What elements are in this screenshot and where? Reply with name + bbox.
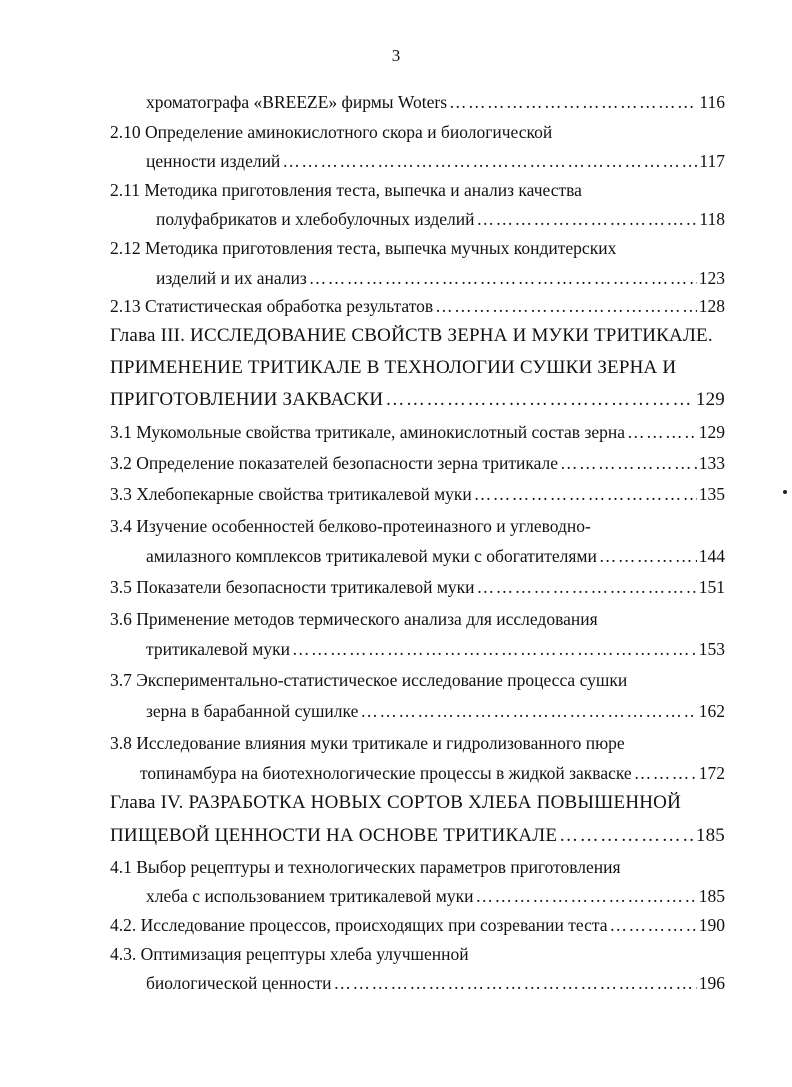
toc-entry-page: 190 (698, 915, 725, 935)
toc-entry-text: топинамбура на биотехнологические процессы в жидкой закваске (140, 763, 632, 783)
chapter-heading (110, 825, 725, 847)
dot-leader (475, 886, 696, 907)
toc-entry (110, 296, 725, 317)
page-number: 3 (391, 46, 401, 65)
toc-entry-page: 196 (698, 973, 725, 993)
toc-entry: 3.4 Изучение особенностей белково-протеиназного и углеводно- (110, 516, 591, 536)
toc-entry-page: 116 (699, 92, 725, 112)
toc-entry-page: 133 (698, 453, 725, 473)
toc-entry-text: ценности изделий (146, 151, 281, 171)
toc-entry-page: 185 (698, 886, 725, 906)
toc-entry (146, 151, 725, 172)
toc-entry (156, 268, 725, 289)
toc-entry (140, 763, 725, 784)
chapter-heading (110, 389, 725, 411)
toc-entry (146, 701, 725, 722)
toc-entry-page: 135 (698, 484, 725, 504)
toc-entry: 3.6 Применение методов термического анализа для исследования (110, 609, 598, 629)
toc-entry (110, 915, 725, 936)
toc-entry-page: 162 (698, 701, 725, 721)
toc-entry (146, 973, 725, 994)
dot-leader (334, 973, 697, 994)
dot-leader (560, 453, 697, 474)
toc-entry: 3.8 Исследование влияния муки тритикале и гидролизованного пюре (110, 733, 625, 753)
dot-leader (292, 639, 697, 660)
toc-entry-page: 123 (698, 268, 725, 288)
toc-entry-text: зерна в барабанной сушилке (146, 701, 359, 721)
toc-entry: 2.12 Методика приготовления теста, выпечка мучных кондитерских (110, 238, 617, 258)
toc-entry (146, 92, 725, 113)
dot-leader (559, 825, 694, 847)
toc-entry-text: хлеба с использованием тритикалевой муки (146, 886, 474, 906)
dot-leader (449, 92, 697, 113)
toc-entry (146, 546, 725, 567)
toc-entry-page: 128 (698, 296, 725, 316)
dot-leader (634, 763, 697, 784)
toc-entry-text: 3.2 Определение показателей безопасности зерна тритикале (110, 453, 558, 473)
toc-entry-page: 117 (699, 151, 725, 171)
toc-entry-text: ПИЩЕВОЙ ЦЕННОСТИ НА ОСНОВЕ ТРИТИКАЛЕ (110, 825, 558, 846)
chapter-heading: Глава IV. РАЗРАБОТКА НОВЫХ СОРТОВ ХЛЕБА ПОВЫШЕННОЙ (110, 792, 682, 813)
toc-entry (110, 453, 725, 474)
toc-entry: 4.3. Оптимизация рецептуры хлеба улучшенной (110, 944, 469, 964)
toc-entry-page: 144 (698, 546, 725, 566)
dot-leader (599, 546, 697, 567)
toc-entry-page: 118 (699, 209, 725, 229)
dot-leader (309, 268, 697, 289)
toc-entry-text: ПРИГОТОВЛЕНИИ ЗАКВАСКИ (110, 389, 384, 410)
toc-entry (156, 209, 725, 230)
dot-leader (627, 422, 697, 443)
toc-entry-text: хроматографа «BREEZE» фирмы Woters (146, 92, 448, 112)
toc-entry-text: тритикалевой муки (146, 639, 290, 659)
toc-entry-text: 3.3 Хлебопекарные свойства тритикалевой муки (110, 484, 472, 504)
dot-leader (477, 577, 697, 598)
toc-entry-text: биологической ценности (146, 973, 332, 993)
dot-leader (435, 296, 697, 317)
scan-speck (783, 490, 787, 494)
toc-entry-page: 153 (698, 639, 725, 659)
toc-entry (110, 577, 725, 598)
dot-leader (474, 484, 697, 505)
toc-entry-page: 129 (698, 422, 725, 442)
toc-entry-text: полуфабрикатов и хлебобулочных изделий (156, 209, 475, 229)
toc-entry-text: 2.13 Статистическая обработка результатов (110, 296, 434, 316)
toc-entry: 3.7 Экспериментально-статистическое исследование процесса сушки (110, 670, 628, 690)
toc-entry-text: 4.2. Исследование процессов, происходящих при созревании теста (110, 915, 608, 935)
dot-leader (609, 915, 696, 936)
toc-entry-text: 3.5 Показатели безопасности тритикалевой муки (110, 577, 475, 597)
toc-entry-text: изделий и их анализ (156, 268, 307, 288)
toc-entry-page: 172 (698, 763, 725, 783)
toc-entry-text: 3.1 Мукомольные свойства тритикале, аминокислотный состав зерна (110, 422, 626, 442)
toc-entry (146, 639, 725, 660)
toc-entry-page: 151 (698, 577, 725, 597)
toc-entry (110, 484, 725, 505)
toc-entry (146, 886, 725, 907)
toc-entry: 2.11 Методика приготовления теста, выпечка и анализ качества (110, 180, 582, 200)
toc-entry-text: амилазного комплексов тритикалевой муки с обогатителями (146, 546, 597, 566)
dot-leader (360, 701, 696, 722)
toc-entry-page: 185 (695, 825, 725, 846)
toc-entry-page: 129 (695, 389, 725, 410)
dot-leader (385, 389, 694, 411)
dot-leader (476, 209, 697, 230)
toc-entry: 4.1 Выбор рецептуры и технологических параметров приготовления (110, 857, 621, 877)
chapter-heading: Глава III. ИССЛЕДОВАНИЕ СВОЙСТВ ЗЕРНА И МУКИ ТРИТИКАЛЕ. (110, 325, 713, 346)
toc-entry: 2.10 Определение аминокислотного скора и биологической (110, 122, 553, 142)
chapter-heading: ПРИМЕНЕНИЕ ТРИТИКАЛЕ В ТЕХНОЛОГИИ СУШКИ ЗЕРНА И (110, 357, 677, 378)
dot-leader (282, 151, 697, 172)
toc-entry (110, 422, 725, 443)
